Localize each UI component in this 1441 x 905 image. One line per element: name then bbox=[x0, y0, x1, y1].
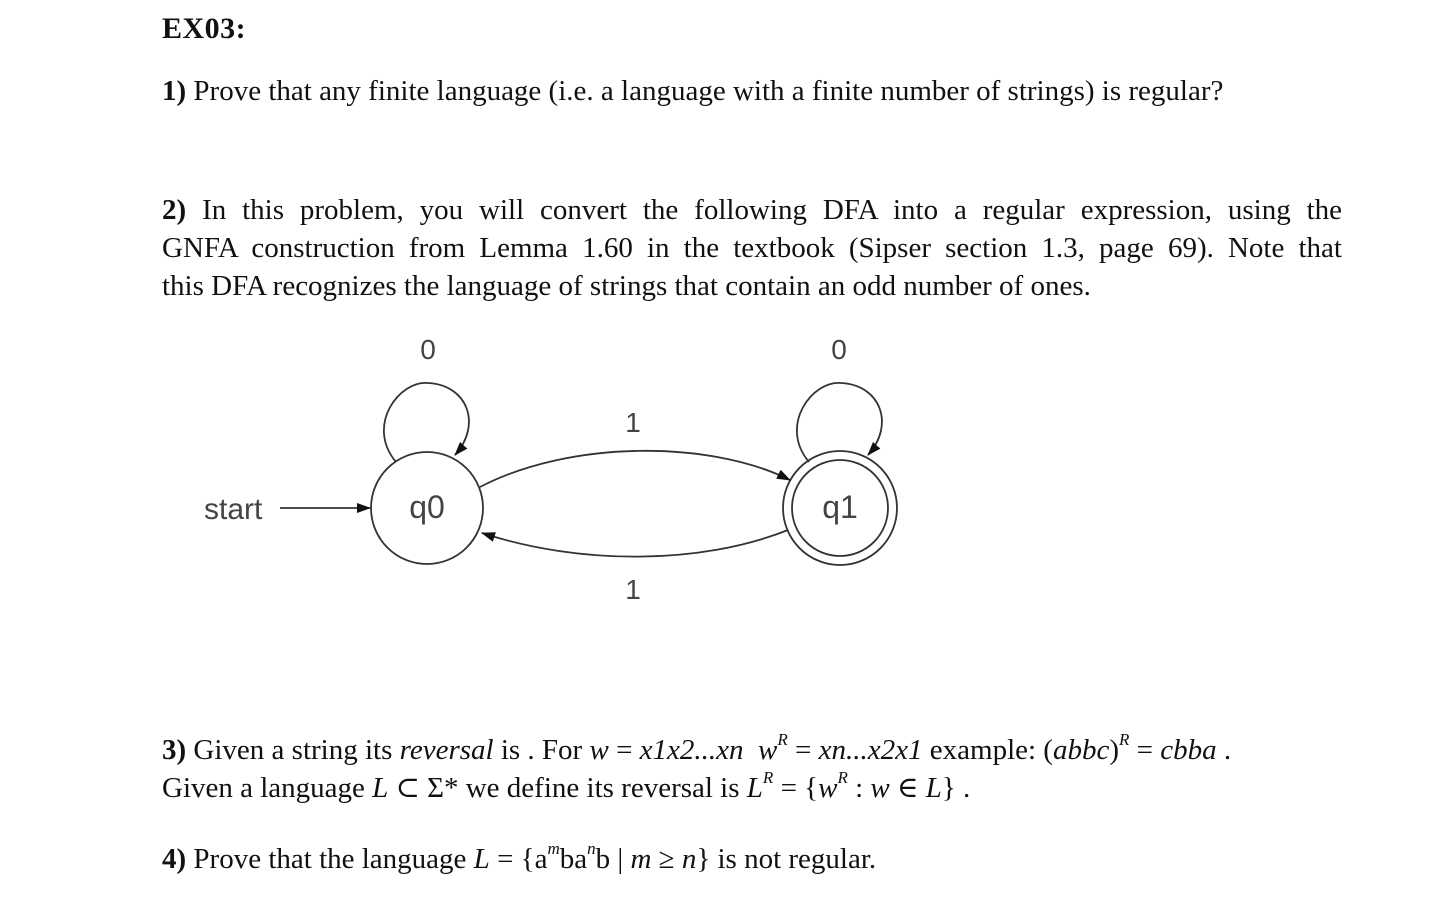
question-1-text: Prove that any finite language (i.e. a language with a finite number of strings) is regular? bbox=[193, 75, 1224, 107]
question-2-line-1-text: In this problem, you will convert the following DFA into a regular expression, using the bbox=[202, 194, 1343, 226]
superscript-r: R bbox=[762, 768, 774, 788]
math-set-open: = {a bbox=[489, 843, 548, 875]
transition-q0-q1-label: 1 bbox=[625, 407, 641, 438]
self-loop-q1-label: 0 bbox=[831, 334, 847, 365]
dfa-diagram bbox=[190, 325, 930, 610]
math-ba: ba bbox=[559, 843, 588, 875]
math-x-rev: xn...x2x1 bbox=[818, 734, 923, 766]
math-w: w bbox=[818, 772, 838, 804]
question-1-number: 1) bbox=[162, 75, 187, 107]
question-4 bbox=[162, 840, 876, 878]
math-L: L bbox=[473, 843, 490, 875]
math-w: w bbox=[870, 772, 890, 804]
math-L: L bbox=[372, 772, 389, 804]
question-3-line-2 bbox=[162, 769, 1231, 807]
question-2-line-2: GNFA construction from Lemma 1.60 in the textbook (Sipser section 1.3, page 69). Note that bbox=[162, 232, 1342, 264]
math-colon: : bbox=[847, 772, 871, 804]
reversal-term: reversal bbox=[399, 734, 494, 766]
state-q0 bbox=[371, 452, 483, 564]
state-q1 bbox=[783, 451, 897, 565]
transition-q1-q0 bbox=[482, 530, 788, 557]
superscript-r: R bbox=[777, 730, 788, 750]
question-4-closing: } is not regular. bbox=[696, 843, 877, 875]
start-label: start bbox=[204, 493, 263, 526]
math-geq: ≥ bbox=[651, 843, 682, 875]
question-3-text-c: Given a language bbox=[162, 772, 373, 804]
self-loop-q0 bbox=[384, 383, 469, 462]
question-2-line-1 bbox=[162, 191, 1342, 229]
math-dot: . bbox=[1216, 734, 1232, 766]
math-w-r: w bbox=[758, 734, 778, 766]
math-close: } . bbox=[941, 772, 971, 804]
superscript-r: R bbox=[1119, 730, 1130, 750]
math-eq: = { bbox=[773, 772, 819, 804]
math-cbba: cbba bbox=[1160, 734, 1217, 766]
question-4-number: 4) bbox=[162, 843, 187, 875]
superscript-r: R bbox=[837, 768, 848, 788]
math-b-bar: b | bbox=[595, 843, 631, 875]
math-eq: = bbox=[1129, 734, 1161, 766]
math-L: L bbox=[746, 772, 763, 804]
question-2 bbox=[162, 191, 1342, 305]
math-n: n bbox=[681, 843, 697, 875]
state-q0-label: q0 bbox=[409, 489, 445, 525]
math-x-seq: x1x2...xn bbox=[639, 734, 744, 766]
example-label: example: ( bbox=[922, 734, 1053, 766]
math-eq: = bbox=[608, 734, 640, 766]
question-3-text-a: Given a string its bbox=[193, 734, 400, 766]
question-2-line-3: this DFA recognizes the language of strings that contain an odd number of ones. bbox=[162, 270, 1091, 302]
math-w: w bbox=[589, 734, 609, 766]
state-q1-label: q1 bbox=[822, 489, 858, 525]
question-3-text-b: is . For bbox=[493, 734, 590, 766]
transition-q0-q1 bbox=[480, 451, 790, 487]
question-3-number: 3) bbox=[162, 734, 187, 766]
math-paren: ) bbox=[1109, 734, 1120, 766]
superscript-m: m bbox=[547, 839, 560, 859]
question-4-text: Prove that the language bbox=[193, 843, 474, 875]
question-3-line-1 bbox=[162, 731, 1231, 769]
math-abbc: abbc bbox=[1052, 734, 1110, 766]
transition-q1-q0-label: 1 bbox=[625, 574, 641, 605]
self-loop-q0-label: 0 bbox=[420, 334, 436, 365]
question-2-number: 2) bbox=[162, 194, 187, 226]
question-3 bbox=[162, 731, 1231, 807]
question-1 bbox=[162, 72, 1223, 110]
exercise-title: EX03: bbox=[162, 12, 247, 45]
math-in: ∈ bbox=[889, 772, 926, 804]
question-3-text-d: ⊂ Σ* we define its reversal is bbox=[388, 772, 747, 804]
superscript-n: n bbox=[587, 839, 596, 859]
math-m: m bbox=[630, 843, 652, 875]
math-L: L bbox=[925, 772, 942, 804]
math-eq: = bbox=[787, 734, 819, 766]
